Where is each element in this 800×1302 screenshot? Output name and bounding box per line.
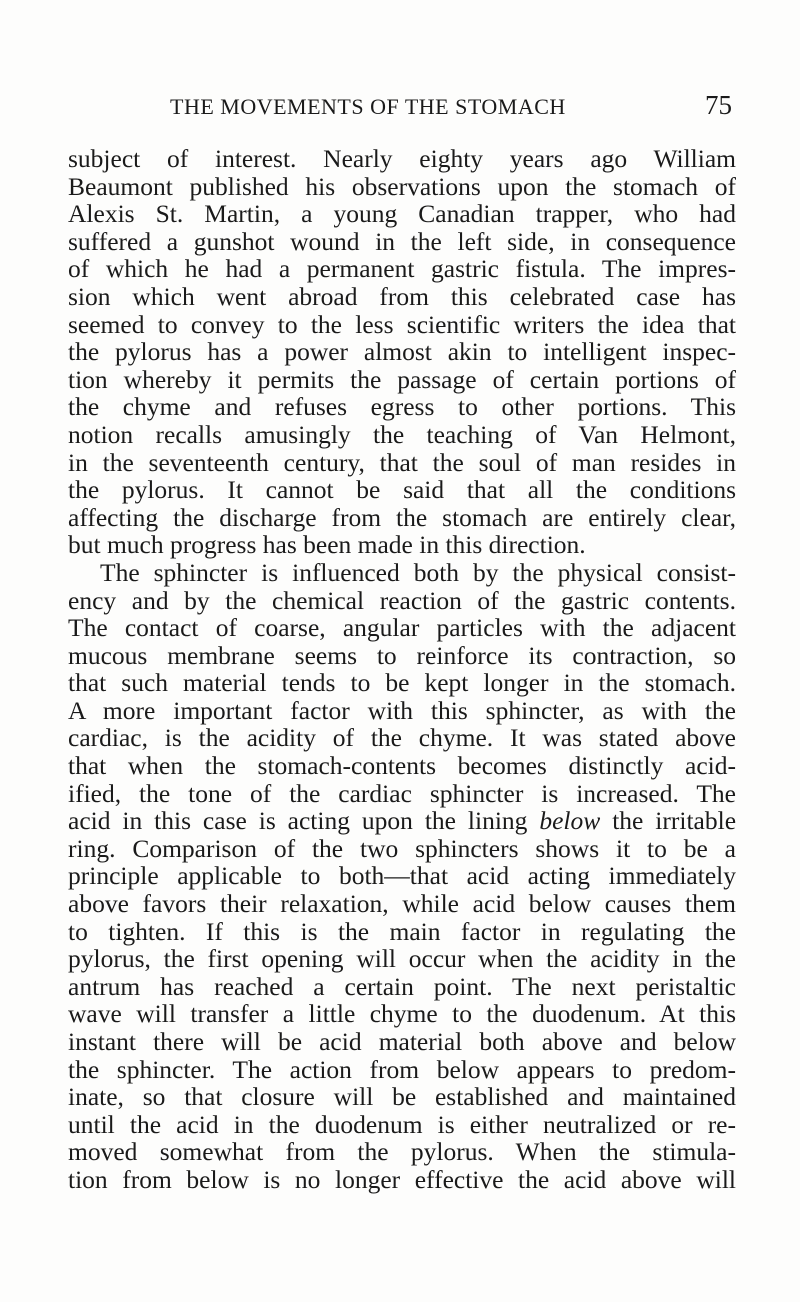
text-line: of which he had a permanent gastric fistula. The impres- [68,254,736,284]
text-line: tion whereby it permits the passage of certain portions of [68,364,736,394]
text-line: pylorus, the first opening will occur when the acidity in the [68,944,736,974]
running-head [68,90,732,126]
text-line: affecting the discharge from the stomach are entirely clear, [68,502,736,532]
text-line: until the acid in the duodenum is either neutralized or re- [68,1109,736,1139]
text-line: ency and by the chemical reaction of the gastric contents. [68,585,736,615]
text-line: Beaumont published his observations upon the stomach of [68,171,736,201]
text-line: but much progress has been made in this direction. [68,530,586,560]
text-line: to tighten. If this is the main factor in regulating the [68,916,736,946]
text-line: A more important factor with this sphincter, as with the [68,695,736,725]
text-line: notion recalls amusingly the teaching of Van Helmont, [68,419,736,449]
text-line: subject of interest. Nearly eighty years ago William [68,144,736,173]
text-line: that when the stomach-contents becomes distinctly acid- [68,751,736,781]
text-line: Alexis St. Martin, a young Canadian trapper, who had [68,199,736,229]
text-line: instant there will be acid material both above and below [68,1027,736,1056]
text-line: sion which went abroad from this celebrated case has [68,281,736,311]
text-line: wave will transfer a little chyme to the duodenum. At this [68,999,736,1029]
text-line: suffered a gunshot wound in the left side, in consequence [68,226,736,256]
text-line: mucous membrane seems to reinforce its contraction, so [68,640,736,670]
text-line: the chyme and refuses egress to other portions. This [68,392,736,422]
text-line-with-emphasis [68,807,736,835]
text-line: inate, so that closure will be established and maintained [68,1082,736,1112]
text-line: cardiac, is the acidity of the chyme. It was stated above [68,723,736,753]
text-line: principle applicable to both—that acid acting immediately [68,861,736,891]
text-line: antrum has reached a certain point. The next peristaltic [68,971,736,1001]
text-line: in the seventeenth century, that the soul of man resides in [68,447,736,477]
text-line: tion from below is no longer effective the acid above will [68,1164,736,1194]
text-line: the pylorus. It cannot be said that all the conditions [68,475,736,505]
text-line: ified, the tone of the cardiac sphincter is increased. The [68,778,736,808]
running-title: THE MOVEMENTS OF THE STOMACH [170,94,566,119]
page-number: 75 [705,90,732,120]
text-line: the pylorus has a power almost akin to intelligent inspec- [68,337,736,367]
italic-emphasis: below [539,806,601,836]
text-segment: acid in this case is acting upon the lining [68,806,528,836]
text-segment: the irritable [612,806,737,836]
body-text [68,145,736,1194]
text-line: moved somewhat from the pylorus. When the stimula- [68,1137,736,1167]
text-line: that such material tends to be kept longer in the stomach. [68,668,736,698]
text-line: The sphincter is influenced both by the physical consist- [100,557,736,587]
text-line: the sphincter. The action from below appears to predom- [68,1054,736,1084]
text-line: The contact of coarse, angular particles with the adjacent [68,613,736,643]
text-line: above favors their relaxation, while acid below causes them [68,889,736,919]
text-line: ring. Comparison of the two sphincters shows it to be a [68,833,736,863]
text-line: seemed to convey to the less scientific writers the idea that [68,309,736,339]
